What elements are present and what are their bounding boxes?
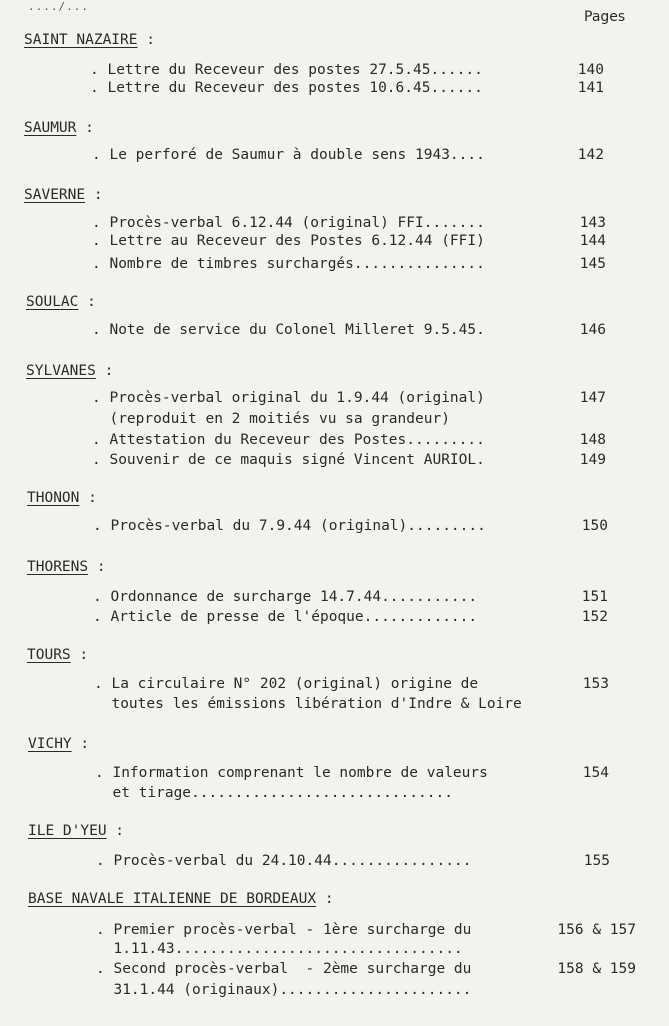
section-title: SAUMUR : [24, 120, 94, 136]
entry-text-line: . Procès-verbal du 24.10.44................ [96, 853, 472, 869]
entry-page-number: 152 [581, 609, 608, 625]
entry-page-number: 155 [583, 853, 610, 869]
entry-text-line: 1.11.43................................. [96, 941, 463, 957]
section-title-name: SAVERNE [24, 187, 86, 203]
section-title: VICHY : [28, 736, 90, 752]
entry-page-number: 149 [579, 452, 606, 468]
entry-page-number: 145 [579, 256, 606, 272]
entry-text-line: 31.1.44 (originaux)...................... [96, 982, 472, 998]
entry-page-number: 148 [579, 432, 606, 448]
entry-text-line: . Nombre de timbres surchargés............... [92, 256, 485, 272]
section-title-name: THORENS [27, 559, 89, 575]
entry-page-number: 146 [579, 322, 606, 338]
pages-column-header: Pages [584, 9, 626, 25]
entry-text-line: . Attestation du Receveur des Postes......... [92, 432, 485, 448]
section-title-name: SOULAC [26, 294, 79, 310]
section-title: ILE D'YEU : [28, 823, 125, 839]
entry-text-line: . Article de presse de l'époque............. [93, 609, 478, 625]
entry-text-line: toutes les émissions libération d'Indre & Loire [94, 696, 522, 712]
continuation-mark: ..../... [28, 0, 89, 13]
entry-text-line: . Lettre au Receveur des Postes 6.12.44 (FFI) [92, 233, 485, 249]
entry-text-line: . La circulaire N° 202 (original) origine de [94, 676, 479, 692]
entry-text-line: . Procès-verbal du 7.9.44 (original)......... [93, 518, 486, 534]
section-title: THONON : [27, 490, 97, 506]
entry-page-number: 142 [577, 147, 604, 163]
entry-text-line: . Ordonnance de surcharge 14.7.44........... [93, 589, 478, 605]
section-title: SAINT NAZAIRE : [24, 32, 155, 48]
section-title: BASE NAVALE ITALIENNE DE BORDEAUX : [28, 891, 334, 907]
entry-page-number: 156 & 157 [557, 922, 636, 938]
section-title-name: SAINT NAZAIRE [24, 32, 138, 48]
entry-text-line: . Souvenir de ce maquis signé Vincent AURIOL. [92, 452, 485, 468]
section-title: SYLVANES : [26, 363, 114, 379]
entry-page-number: 153 [582, 676, 609, 692]
entry-text-line: . Le perforé de Saumur à double sens 1943.... [92, 147, 485, 163]
section-title: THORENS : [27, 559, 106, 575]
entry-page-number: 150 [581, 518, 608, 534]
section-title-name: TOURS [27, 647, 71, 663]
entry-page-number: 140 [577, 62, 604, 78]
entry-page-number: 151 [581, 589, 608, 605]
entry-text-line: . Lettre du Receveur des postes 27.5.45...... [90, 62, 483, 78]
section-title-name: SAUMUR [24, 120, 77, 136]
section-title: SAVERNE : [24, 187, 103, 203]
entry-text-line: (reproduit en 2 moitiés vu sa grandeur) [92, 411, 450, 427]
entry-text-line: . Premier procès-verbal - 1ère surcharge du [96, 922, 472, 938]
entry-page-number: 144 [579, 233, 606, 249]
section-title: SOULAC : [26, 294, 96, 310]
entry-text-line: . Information comprenant le nombre de valeurs [95, 765, 488, 781]
section-title-name: THONON [27, 490, 80, 506]
entry-page-number: 141 [577, 80, 604, 96]
section-title-name: ILE D'YEU [28, 823, 107, 839]
entry-text-line: et tirage.............................. [95, 785, 453, 801]
entry-text-line: . Second procès-verbal - 2ème surcharge du [96, 961, 472, 977]
section-title-name: SYLVANES [26, 363, 96, 379]
entry-text-line: . Procès-verbal original du 1.9.44 (original) [92, 390, 485, 406]
entry-page-number: 154 [582, 765, 609, 781]
entry-page-number: 158 & 159 [557, 961, 636, 977]
section-title-name: VICHY [28, 736, 72, 752]
entry-text-line: . Procès-verbal 6.12.44 (original) FFI....... [92, 215, 485, 231]
entry-text-line: . Lettre du Receveur des postes 10.6.45...... [90, 80, 483, 96]
section-title: TOURS : [27, 647, 89, 663]
entry-page-number: 143 [579, 215, 606, 231]
section-title-name: BASE NAVALE ITALIENNE DE BORDEAUX [28, 891, 317, 907]
entry-text-line: . Note de service du Colonel Milleret 9.5.45. [92, 322, 485, 338]
entry-page-number: 147 [579, 390, 606, 406]
